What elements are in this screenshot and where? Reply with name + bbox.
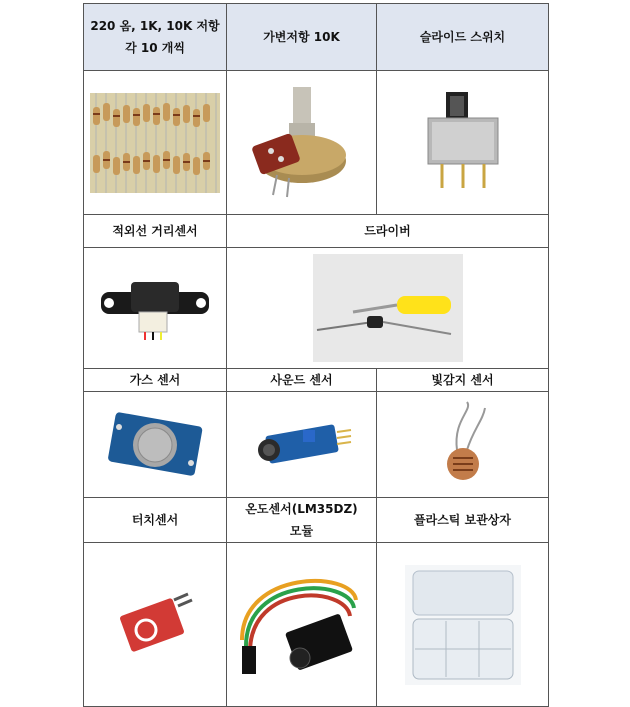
potentiometer-photo xyxy=(227,71,377,215)
cell-temperature-module-label: 온도센서(LM35DZ) 모듈 xyxy=(227,498,377,543)
parts-table xyxy=(83,3,549,707)
cell-light-sensor-label: 빛감지 센서 xyxy=(377,369,549,392)
touch-sensor-photo xyxy=(84,543,227,707)
screwdriver-photo xyxy=(227,248,549,369)
cell-resistors-label: 220 옴, 1K, 10K 저항 각 10 개씩 xyxy=(84,4,227,71)
resistors-photo xyxy=(84,71,227,215)
cell-potentiometer-label: 가변저항 10K xyxy=(227,4,377,71)
slide-switch-photo xyxy=(377,71,549,215)
sound-sensor-photo xyxy=(227,392,377,498)
gas-sensor-photo xyxy=(84,392,227,498)
cell-touch-sensor-label: 터치센서 xyxy=(84,498,227,543)
cell-screwdriver-label: 드라이버 xyxy=(227,215,549,248)
temperature-module-photo xyxy=(227,543,377,707)
light-sensor-photo xyxy=(377,392,549,498)
storage-box-photo xyxy=(377,543,549,707)
cell-ir-sensor-label: 적외선 거리센서 xyxy=(84,215,227,248)
cell-gas-sensor-label: 가스 센서 xyxy=(84,369,227,392)
cell-sound-sensor-label: 사운드 센서 xyxy=(227,369,377,392)
cell-slide-switch-label: 슬라이드 스위치 xyxy=(377,4,549,71)
ir-distance-sensor-photo xyxy=(84,248,227,369)
cell-storage-box-label: 플라스틱 보관상자 xyxy=(377,498,549,543)
